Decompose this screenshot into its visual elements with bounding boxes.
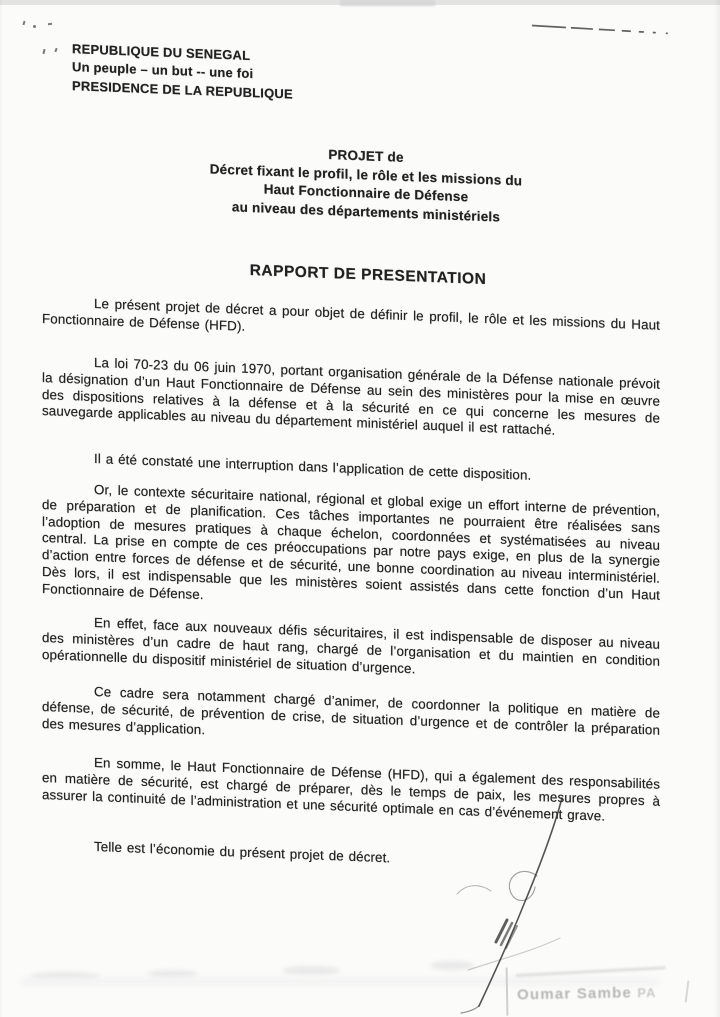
letterhead-institution: PRESIDENCE DE LA REPUBLIQUE [72,77,293,102]
stamp-name: Oumar Sambe [516,984,633,1004]
paragraph-8: Telle est l’économie du présent projet de décret. [94,838,391,866]
section-heading: RAPPORT DE PRESENTATION [249,261,487,289]
name-stamp [506,964,695,1015]
document-body [42,0,660,1017]
stamp-text [517,984,657,1003]
paragraph-2: La loi 70-23 du 06 juin 1970, portant organisation générale de la Défense nationale prévoit la désignation d’un Haut Fonctionnaire de Défense au sein des ministères pour la mise en œuvre des dispositions relatives à la défense et à la sécurité en ce qui concerne les mesures de sauvegarde applicables au niveau du département ministériel auquel il est rattaché. [42,354,660,439]
title-line-3: Haut Fonctionnaire de Défense [263,181,469,205]
scan-smudge [282,966,340,975]
stamp-right-mark [685,980,690,1002]
paragraph-1: Le présent projet de décret a pour objet de définir le profil, le rôle et les missions du Haut Fonctionnaire de Défense (HFD). [42,295,660,334]
scan-edge-right [714,0,720,1017]
title-line-2: Décret fixant le profil, le rôle et les missions du [209,160,523,188]
paragraph-4: Or, le contexte sécuritaire national, régional et global exige un effort interne de prévention, de préparation et de planification. Ces tâches importantes ne pourraient être réalisées sans l’adoption de mesures pratiques à chaque échelon, coordonnées et systématisées au niveau central. La prise en compte de ces préoccupations par notre pays exige, en plus de la synergie d’action entre forces de défense et de sécurité, une bonne coordination au niveau interministériel. Dès lors, il est indispensable que les ministères soient assistés dans cette fonction d’un Haut Fonctionnaire de Défense. [42,481,660,603]
scan-smudge [148,970,198,978]
scan-smudge [430,961,474,970]
letterhead-country: REPUBLIQUE DU SENEGAL [72,41,251,64]
scan-edge-smudge [340,0,435,6]
title-line-4: au niveau des départements ministériels [231,198,501,225]
ink-speck [22,21,25,25]
ink-speck [33,25,36,28]
letterhead [72,40,293,103]
paragraph-7: En somme, le Haut Fonctionnaire de Défense (HFD), qui a également des responsabilités en matière de sécurité, est chargé de préparer, dès le temps de paix, les mesures propres à assurer la continuité de l’administration et une sécurité optimale en cas d’événement grave. [42,754,660,824]
title-line-1: PROJET de [328,146,404,165]
paragraph-5: En effet, face aux nouveaux défis sécuritaires, il est indispensable de disposer au niveau des ministères d’un cadre de haut rang, chargé de l’organisation et du maintien en condition opérationnelle du dispositif ministériel de situation d’urgence. [42,614,660,676]
stamp-suffix: PA [637,985,657,1001]
document-title [42,135,660,233]
scan-edge-left [0,0,3,1017]
paragraph-3: Il a été constaté une interruption dans l’application de cette disposition. [94,450,532,483]
letterhead-motto: Un peuple – un but -- une foi [72,59,254,82]
paragraph-6: Ce cadre sera notamment chargé d’animer, de coordonner la politique en matière de défense, de sécurité, de prévention de crise, de situation d’urgence et de contrôler la préparation des mesures d’application. [42,683,660,738]
